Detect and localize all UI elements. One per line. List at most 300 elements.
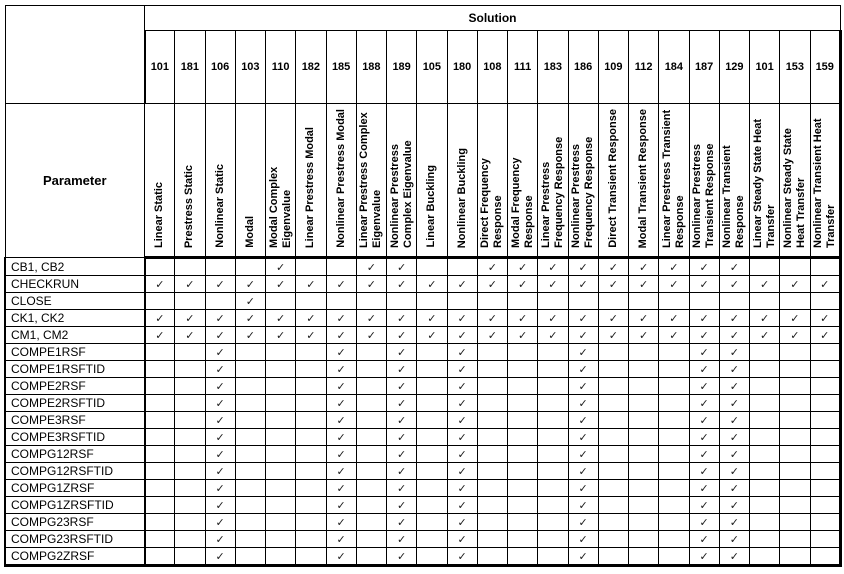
- check-icon: ✓: [336, 551, 346, 563]
- check-icon: ✓: [699, 449, 709, 461]
- check-cell: [659, 395, 689, 412]
- check-cell: [175, 446, 205, 463]
- solution-type-header: [356, 104, 386, 258]
- check-icon: ✓: [457, 534, 467, 546]
- check-icon: ✓: [578, 415, 588, 427]
- check-cell: [598, 480, 628, 497]
- check-cell: [719, 412, 749, 429]
- check-cell: [810, 378, 841, 395]
- check-cell: [780, 463, 810, 480]
- check-icon: ✓: [397, 483, 407, 495]
- solution-code: 110: [266, 31, 296, 104]
- check-cell: [387, 514, 417, 531]
- check-icon: ✓: [699, 279, 709, 291]
- solution-type-header: [810, 104, 841, 258]
- check-cell: [387, 480, 417, 497]
- check-icon: ✓: [548, 279, 558, 291]
- check-icon: ✓: [760, 313, 770, 325]
- check-cell: [145, 378, 175, 395]
- check-cell: [296, 412, 326, 429]
- solution-type-label: Modal: [243, 216, 256, 248]
- check-cell: [810, 514, 841, 531]
- table-row: [5, 412, 841, 429]
- check-icon: ✓: [336, 500, 346, 512]
- check-icon: ✓: [457, 483, 467, 495]
- check-cell: [750, 412, 780, 429]
- check-icon: ✓: [669, 262, 679, 274]
- check-cell: [629, 548, 659, 566]
- check-cell: [417, 310, 447, 327]
- check-icon: ✓: [215, 466, 225, 478]
- check-icon: ✓: [457, 551, 467, 563]
- check-cell: [629, 514, 659, 531]
- check-cell: [477, 446, 507, 463]
- check-icon: ✓: [699, 398, 709, 410]
- check-cell: [508, 258, 538, 276]
- check-cell: [719, 310, 749, 327]
- parameter-name: COMPG1ZRSFTID: [5, 497, 145, 514]
- check-icon: ✓: [487, 279, 497, 291]
- check-cell: [508, 344, 538, 361]
- check-icon: ✓: [457, 381, 467, 393]
- solution-code: 129: [719, 31, 749, 104]
- check-icon: ✓: [336, 313, 346, 325]
- check-cell: [266, 412, 296, 429]
- parameter-name: COMPG2ZRSF: [5, 548, 145, 566]
- check-icon: ✓: [397, 517, 407, 529]
- check-cell: [356, 548, 386, 566]
- check-cell: [356, 412, 386, 429]
- check-cell: [266, 310, 296, 327]
- check-icon: ✓: [336, 415, 346, 427]
- check-cell: [719, 480, 749, 497]
- check-icon: ✓: [215, 500, 225, 512]
- check-cell: [568, 310, 598, 327]
- check-cell: [538, 480, 568, 497]
- check-cell: [508, 463, 538, 480]
- check-icon: ✓: [729, 279, 739, 291]
- check-icon: ✓: [366, 279, 376, 291]
- check-icon: ✓: [215, 551, 225, 563]
- check-icon: ✓: [518, 313, 528, 325]
- check-icon: ✓: [366, 262, 376, 274]
- check-cell: [447, 429, 477, 446]
- check-cell: [205, 412, 235, 429]
- check-icon: ✓: [397, 415, 407, 427]
- check-cell: [780, 446, 810, 463]
- solution-type-label: Nonlinear Steady State Heat Transfer: [781, 128, 807, 248]
- check-cell: [780, 327, 810, 344]
- check-icon: ✓: [336, 347, 346, 359]
- check-cell: [508, 293, 538, 310]
- check-cell: [205, 497, 235, 514]
- check-icon: ✓: [155, 313, 165, 325]
- check-cell: [598, 378, 628, 395]
- check-cell: [447, 514, 477, 531]
- check-cell: [780, 258, 810, 276]
- check-cell: [750, 258, 780, 276]
- check-icon: ✓: [336, 483, 346, 495]
- parameter-name: CHECKRUN: [5, 276, 145, 293]
- solution-type-label: Nonlinear Transient Response: [721, 145, 747, 248]
- check-cell: [356, 514, 386, 531]
- check-cell: [659, 344, 689, 361]
- check-cell: [296, 531, 326, 548]
- check-cell: [598, 361, 628, 378]
- check-cell: [145, 327, 175, 344]
- check-cell: [477, 276, 507, 293]
- solution-type-header: [568, 104, 598, 258]
- check-icon: ✓: [729, 415, 739, 427]
- check-cell: [296, 276, 326, 293]
- parameter-name: COMPE1RSF: [5, 344, 145, 361]
- check-cell: [780, 276, 810, 293]
- check-cell: [356, 258, 386, 276]
- check-cell: [326, 276, 356, 293]
- check-cell: [447, 480, 477, 497]
- check-icon: ✓: [366, 313, 376, 325]
- check-icon: ✓: [185, 279, 195, 291]
- check-cell: [810, 327, 841, 344]
- check-cell: [568, 327, 598, 344]
- check-cell: [387, 548, 417, 566]
- check-cell: [235, 276, 265, 293]
- check-cell: [296, 480, 326, 497]
- check-icon: ✓: [699, 364, 709, 376]
- check-cell: [387, 293, 417, 310]
- check-cell: [235, 293, 265, 310]
- check-cell: [629, 480, 659, 497]
- check-icon: ✓: [729, 381, 739, 393]
- solution-type-header: [447, 104, 477, 258]
- check-cell: [750, 395, 780, 412]
- check-icon: ✓: [457, 432, 467, 444]
- table-row: [5, 378, 841, 395]
- check-cell: [356, 395, 386, 412]
- table-header: [5, 6, 841, 258]
- check-cell: [235, 446, 265, 463]
- check-icon: ✓: [276, 279, 286, 291]
- check-icon: ✓: [457, 415, 467, 427]
- check-icon: ✓: [397, 347, 407, 359]
- check-icon: ✓: [699, 517, 709, 529]
- check-cell: [296, 395, 326, 412]
- check-icon: ✓: [215, 483, 225, 495]
- check-icon: ✓: [729, 449, 739, 461]
- solution-type-header: [205, 104, 235, 258]
- check-icon: ✓: [578, 500, 588, 512]
- check-cell: [629, 395, 659, 412]
- check-cell: [296, 327, 326, 344]
- check-cell: [387, 429, 417, 446]
- check-icon: ✓: [457, 398, 467, 410]
- check-icon: ✓: [699, 415, 709, 427]
- check-cell: [387, 395, 417, 412]
- check-cell: [175, 276, 205, 293]
- check-cell: [750, 531, 780, 548]
- check-cell: [296, 446, 326, 463]
- check-cell: [659, 378, 689, 395]
- check-cell: [750, 344, 780, 361]
- check-cell: [689, 327, 719, 344]
- check-icon: ✓: [699, 483, 709, 495]
- check-icon: ✓: [457, 500, 467, 512]
- check-cell: [598, 310, 628, 327]
- check-icon: ✓: [457, 364, 467, 376]
- check-cell: [266, 548, 296, 566]
- check-cell: [689, 361, 719, 378]
- check-cell: [568, 344, 598, 361]
- check-icon: ✓: [729, 330, 739, 342]
- check-cell: [326, 395, 356, 412]
- check-cell: [447, 531, 477, 548]
- check-cell: [598, 412, 628, 429]
- check-icon: ✓: [306, 313, 316, 325]
- check-icon: ✓: [457, 517, 467, 529]
- solution-type-label: Modal Transient Response: [637, 108, 650, 248]
- check-cell: [629, 463, 659, 480]
- check-cell: [235, 327, 265, 344]
- check-cell: [568, 395, 598, 412]
- check-icon: ✓: [397, 330, 407, 342]
- check-cell: [477, 480, 507, 497]
- check-cell: [235, 361, 265, 378]
- solution-code: 184: [659, 31, 689, 104]
- check-cell: [387, 446, 417, 463]
- solution-type-header: [235, 104, 265, 258]
- check-cell: [659, 531, 689, 548]
- check-cell: [568, 446, 598, 463]
- check-cell: [175, 531, 205, 548]
- check-cell: [296, 344, 326, 361]
- parameter-name: COMPG1ZRSF: [5, 480, 145, 497]
- check-cell: [175, 514, 205, 531]
- check-cell: [810, 429, 841, 446]
- check-icon: ✓: [820, 279, 830, 291]
- solution-type-header: [508, 104, 538, 258]
- check-cell: [387, 310, 417, 327]
- table-row: [5, 344, 841, 361]
- solution-parameter-table: [4, 5, 842, 567]
- check-icon: ✓: [669, 313, 679, 325]
- solution-type-label: Linear Steady State Heat Transfer: [751, 119, 777, 248]
- check-cell: [356, 293, 386, 310]
- check-cell: [205, 395, 235, 412]
- check-cell: [750, 327, 780, 344]
- check-icon: ✓: [457, 279, 467, 291]
- check-cell: [326, 310, 356, 327]
- check-cell: [719, 395, 749, 412]
- check-cell: [568, 429, 598, 446]
- check-icon: ✓: [245, 279, 255, 291]
- check-icon: ✓: [699, 534, 709, 546]
- check-cell: [477, 412, 507, 429]
- check-cell: [477, 378, 507, 395]
- check-cell: [326, 497, 356, 514]
- check-cell: [810, 463, 841, 480]
- check-icon: ✓: [397, 313, 407, 325]
- check-icon: ✓: [336, 279, 346, 291]
- check-cell: [659, 327, 689, 344]
- check-cell: [508, 480, 538, 497]
- check-cell: [145, 480, 175, 497]
- solution-type-header: [387, 104, 417, 258]
- check-cell: [296, 361, 326, 378]
- check-icon: ✓: [518, 330, 528, 342]
- check-cell: [175, 327, 205, 344]
- check-cell: [689, 480, 719, 497]
- check-icon: ✓: [790, 279, 800, 291]
- check-cell: [508, 327, 538, 344]
- solution-code: 187: [689, 31, 719, 104]
- solution-type-header: [659, 104, 689, 258]
- check-cell: [719, 497, 749, 514]
- check-icon: ✓: [457, 466, 467, 478]
- check-cell: [447, 276, 477, 293]
- solution-type-row: [5, 104, 841, 258]
- check-icon: ✓: [729, 347, 739, 359]
- check-cell: [477, 344, 507, 361]
- check-cell: [477, 258, 507, 276]
- check-cell: [447, 258, 477, 276]
- check-cell: [810, 531, 841, 548]
- check-icon: ✓: [699, 313, 709, 325]
- check-cell: [417, 276, 447, 293]
- check-cell: [387, 258, 417, 276]
- check-cell: [780, 480, 810, 497]
- solution-code: 101: [145, 31, 175, 104]
- check-cell: [477, 327, 507, 344]
- check-cell: [447, 446, 477, 463]
- check-cell: [750, 463, 780, 480]
- check-cell: [205, 480, 235, 497]
- check-icon: ✓: [608, 279, 618, 291]
- check-icon: ✓: [820, 330, 830, 342]
- check-cell: [689, 497, 719, 514]
- check-cell: [689, 429, 719, 446]
- check-icon: ✓: [729, 262, 739, 274]
- check-cell: [719, 344, 749, 361]
- check-cell: [689, 531, 719, 548]
- solution-code: 186: [568, 31, 598, 104]
- check-icon: ✓: [427, 279, 437, 291]
- check-icon: ✓: [699, 347, 709, 359]
- check-cell: [629, 412, 659, 429]
- check-icon: ✓: [487, 330, 497, 342]
- table-row: [5, 395, 841, 412]
- check-cell: [629, 429, 659, 446]
- check-cell: [477, 310, 507, 327]
- check-cell: [810, 258, 841, 276]
- solution-code: 103: [235, 31, 265, 104]
- check-cell: [598, 514, 628, 531]
- check-icon: ✓: [336, 466, 346, 478]
- check-cell: [145, 293, 175, 310]
- check-cell: [235, 531, 265, 548]
- check-cell: [477, 463, 507, 480]
- check-cell: [689, 344, 719, 361]
- check-cell: [326, 344, 356, 361]
- parameter-name: COMPG12RSFTID: [5, 463, 145, 480]
- table-row: [5, 480, 841, 497]
- check-cell: [447, 327, 477, 344]
- check-icon: ✓: [215, 534, 225, 546]
- check-cell: [508, 310, 538, 327]
- check-icon: ✓: [518, 262, 528, 274]
- check-cell: [538, 412, 568, 429]
- check-cell: [266, 276, 296, 293]
- check-icon: ✓: [215, 398, 225, 410]
- parameter-name: COMPE3RSF: [5, 412, 145, 429]
- check-cell: [538, 446, 568, 463]
- check-cell: [750, 378, 780, 395]
- check-icon: ✓: [578, 330, 588, 342]
- check-cell: [508, 548, 538, 566]
- check-cell: [568, 361, 598, 378]
- check-icon: ✓: [699, 432, 709, 444]
- parameter-name: COMPG12RSF: [5, 446, 145, 463]
- check-cell: [689, 446, 719, 463]
- check-cell: [719, 378, 749, 395]
- check-icon: ✓: [457, 449, 467, 461]
- check-cell: [417, 429, 447, 446]
- check-cell: [477, 293, 507, 310]
- check-cell: [598, 276, 628, 293]
- check-icon: ✓: [215, 313, 225, 325]
- solution-code: 180: [447, 31, 477, 104]
- check-cell: [598, 446, 628, 463]
- check-cell: [538, 395, 568, 412]
- check-cell: [145, 361, 175, 378]
- check-cell: [568, 463, 598, 480]
- check-icon: ✓: [578, 381, 588, 393]
- check-icon: ✓: [729, 500, 739, 512]
- solution-type-label: Linear Static: [153, 181, 166, 248]
- check-cell: [659, 514, 689, 531]
- check-cell: [810, 344, 841, 361]
- check-cell: [205, 514, 235, 531]
- check-cell: [538, 361, 568, 378]
- check-icon: ✓: [397, 432, 407, 444]
- solution-type-label: Modal Frequency Response: [509, 157, 535, 248]
- parameter-name: COMPG23RSFTID: [5, 531, 145, 548]
- check-cell: [266, 497, 296, 514]
- check-cell: [266, 293, 296, 310]
- table-row: [5, 310, 841, 327]
- check-cell: [387, 497, 417, 514]
- check-cell: [356, 310, 386, 327]
- check-icon: ✓: [639, 262, 649, 274]
- check-cell: [719, 531, 749, 548]
- check-cell: [780, 361, 810, 378]
- solution-type-label: Direct Transient Response: [606, 109, 619, 248]
- check-icon: ✓: [457, 313, 467, 325]
- check-icon: ✓: [729, 364, 739, 376]
- check-cell: [296, 548, 326, 566]
- check-cell: [175, 412, 205, 429]
- check-icon: ✓: [306, 279, 316, 291]
- check-cell: [447, 293, 477, 310]
- check-icon: ✓: [397, 449, 407, 461]
- check-icon: ✓: [639, 330, 649, 342]
- check-cell: [508, 429, 538, 446]
- check-cell: [356, 497, 386, 514]
- check-cell: [629, 310, 659, 327]
- check-cell: [568, 480, 598, 497]
- check-cell: [266, 446, 296, 463]
- check-cell: [568, 548, 598, 566]
- check-cell: [235, 429, 265, 446]
